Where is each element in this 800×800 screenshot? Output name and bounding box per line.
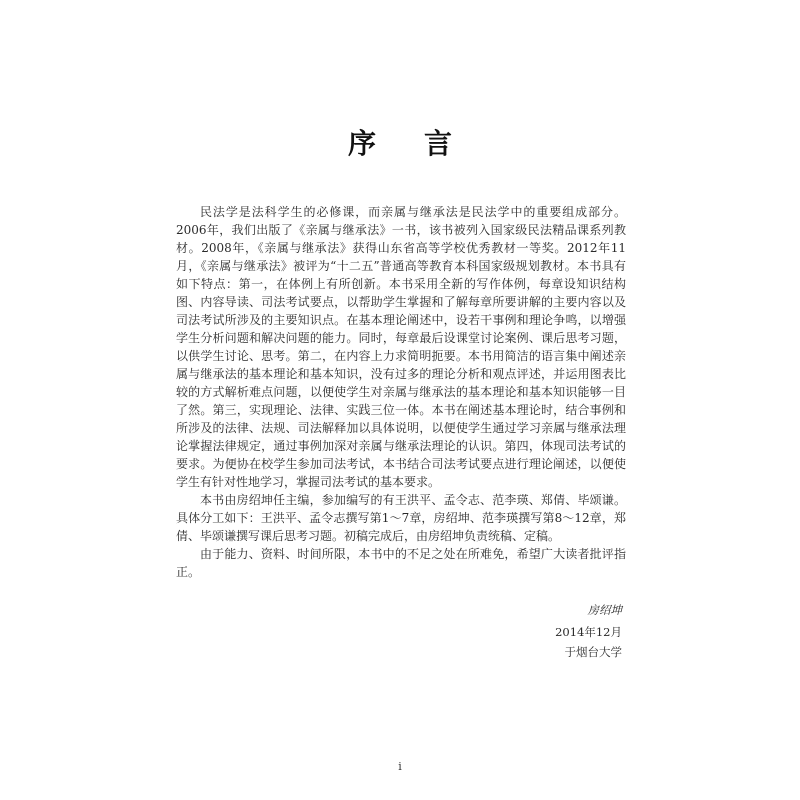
signature-place: 于烟台大学 — [564, 645, 622, 659]
paragraph-1: 民法学是法科学生的必修课，而亲属与继承法是民法学中的重要组成部分。2006年，我们出版了《亲属与继承法》一书，该书被列入国家级民法精品课系列教材。2008年，《亲属与继承法》获得山东省高等学校优秀教材一等奖。2012年11月，《亲属与继承法》被评为“十二五”普通高等教育本科国家级规划教材。本书具有如下特点：第一，在体例上有所创新。本书采用全新的写作体例，每章设知识结构图、内容导读、司法考试要点，以帮助学生掌握和了解每章所要讲解的主要内容以及司法考试所涉及的主要知识点。在基本理论阐述中，设若干事例和理论争鸣，以增强学生分析问题和解决问题的能力。同时，每章最后设课堂讨论案例、课后思考习题，以供学生讨论、思考。第二，在内容上力求简明扼要。本书用简洁的语言集中阐述亲属与继承法的基本理论和基本知识，没有过多的理论分析和观点评述，并运用图表比较的方式解析难点问题，以便使学生对亲属与继承法的基本理论和基本知识能够一目了然。第三，实现理论、法律、实践三位一体。本书在阐述基本理论时，结合事例和所涉及的法律、法规、司法解释加以具体说明，以便使学生通过学习亲属与继承法理论掌握法律规定，通过事例加深对亲属与继承法理论的认识。第四，体现司法考试的要求。为便协在校学生参加司法考试，本书结合司法考试要点进行理论阐述，以便使学生有针对性地学习，掌握司法考试的基本要求。 — [176, 205, 626, 489]
preface-body — [176, 203, 626, 581]
title-char-2: 言 — [424, 127, 453, 160]
signature-block — [555, 600, 622, 662]
page-title — [0, 122, 800, 162]
signature-date: 2014年12月 — [555, 625, 622, 639]
page-number: i — [398, 760, 402, 773]
signature-author: 房绍坤 — [587, 603, 622, 617]
paragraph-3: 由于能力、资料、时间所限，本书中的不足之处在所难免，希望广大读者批评指正。 — [176, 547, 626, 579]
paragraph-2: 本书由房绍坤任主编，参加编写的有王洪平、孟令志、范李瑛、郑倩、毕颂谦。具体分工如下：王洪平、孟令志撰写第1～7章，房绍坤、范李瑛撰写第8～12章，郑倩、毕颂谦撰写课后思考习题。初稿完成后，由房绍坤负责统稿、定稿。 — [176, 493, 626, 543]
title-char-1: 序 — [347, 127, 376, 160]
